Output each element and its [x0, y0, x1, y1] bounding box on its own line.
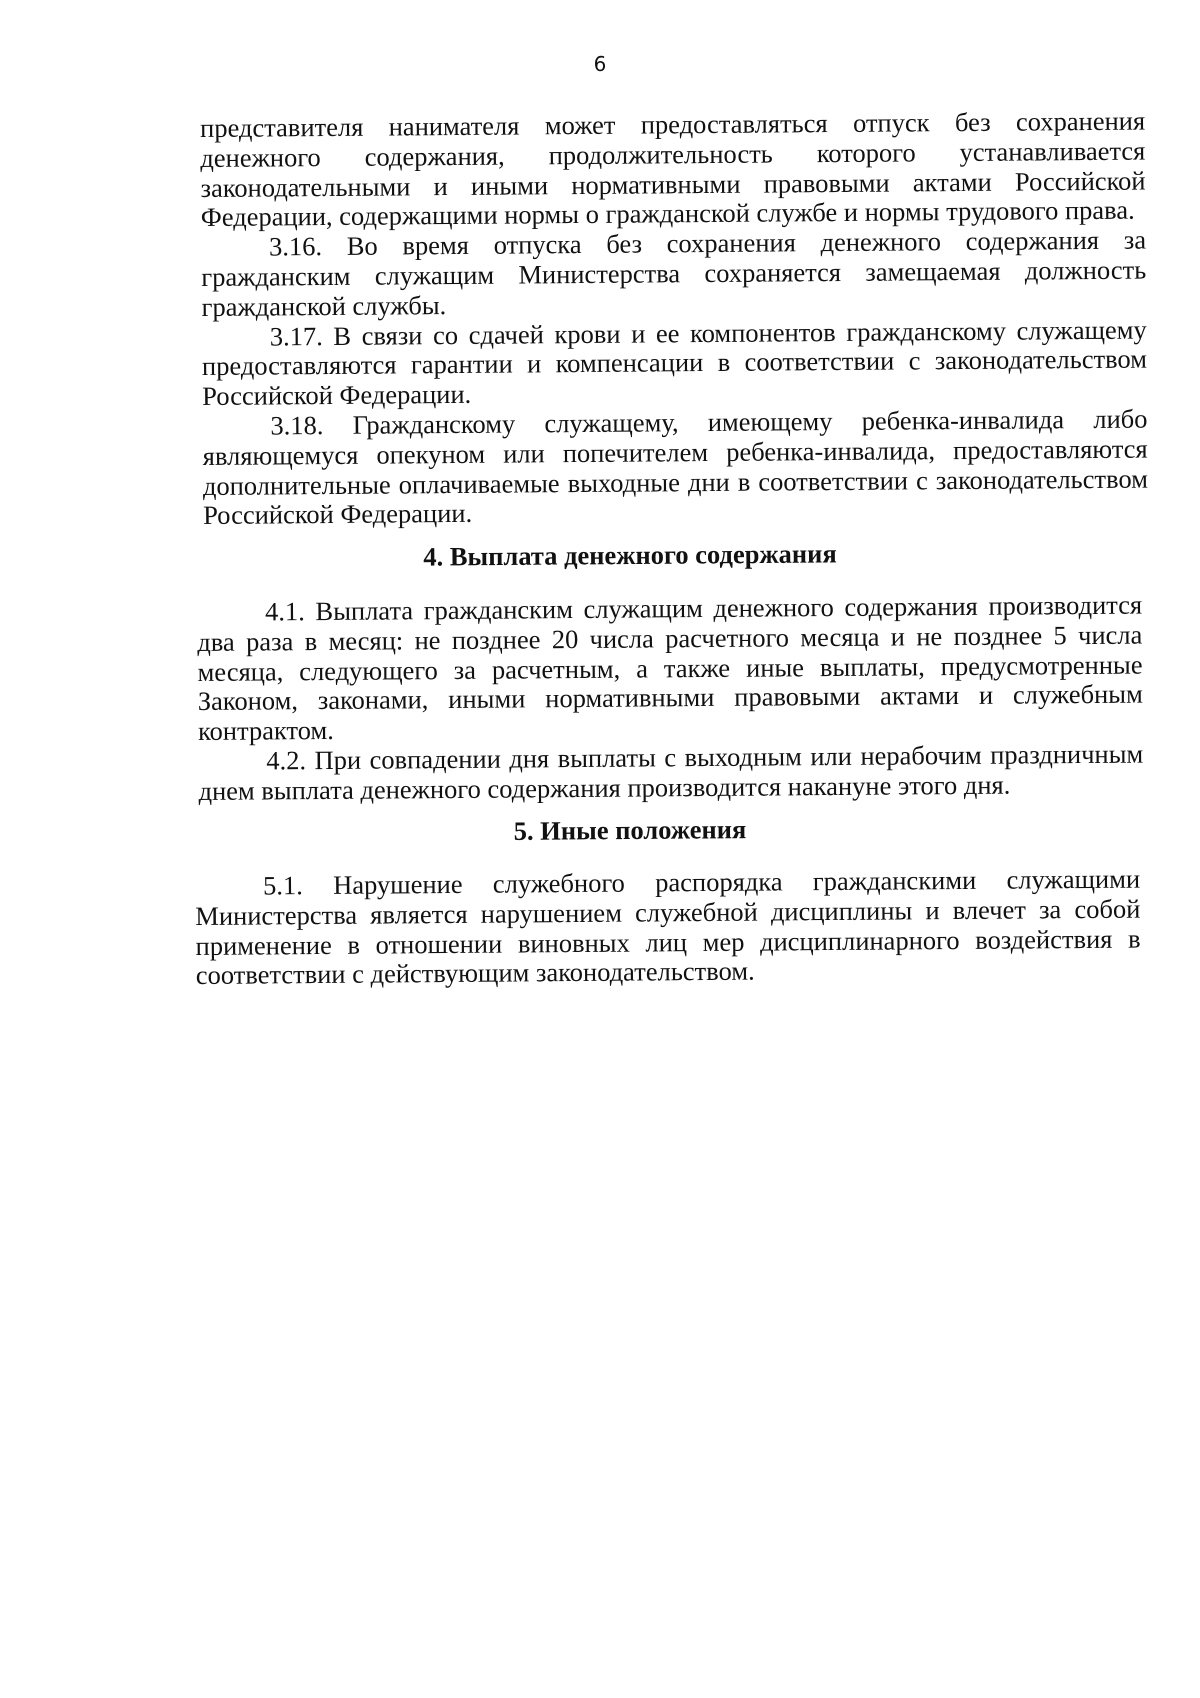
section-5-block — [195, 865, 1141, 992]
section-3-continuation-block — [200, 107, 1148, 532]
paragraph-3-18: 3.18. Гражданскому служащему, имеющему ребенка-инвалида либо являющемуся опекуном или попечителем ребенка-инвалида, предоставляются дополнительные оплачиваемые выходные дни в соответствии с законодательством Российской Федерации. — [202, 403, 1149, 531]
section-4-heading: 4. Выплата денежного содержания — [423, 538, 837, 572]
paragraph-4-1: 4.1. Выплата гражданским служащим денежного содержания производится два раза в месяц: не позднее 20 числа расчетного месяца и не позднее 5 числа месяца, следующего за расчетным, а также иные выплаты, предусмотренные Законом, законами, иными нормативными правовыми актами и служебным контрактом. — [197, 589, 1143, 747]
section-5-heading: 5. Иные положения — [513, 814, 747, 846]
paragraph-3-17: 3.17. В связи со сдачей крови и ее компонентов гражданскому служащему предоставляются гарантии и компенсации в соответствии с законодательством Российской Федерации. — [201, 314, 1148, 412]
section-4-block — [197, 591, 1144, 807]
paragraph-5-1: 5.1. Нарушение служебного распорядка гражданскими служащими Министерства является нарушением служебной дисциплины и влечет за собой применение в отношении виновных лиц мер дисциплинарного воздействия в соответствии с действующим законодательством. — [195, 863, 1141, 991]
paragraph-4-2: 4.2. При совпадении дня выплаты с выходным или нерабочим праздничным днем выплата денежного содержания производится накануне этого дня. — [198, 738, 1144, 806]
paragraph-3-15-continuation: представителя нанимателя может предоставляться отпуск без сохранения денежного содержания, продолжительность которого устанавливается законодательными и иными нормативными правовыми актами Российской Федерации, содержащими нормы о гражданской службе и нормы трудового права. — [199, 105, 1146, 233]
page-number: 6 — [593, 52, 607, 76]
paragraph-3-16: 3.16. Во время отпуска без сохранения денежного содержания за гражданским служащим Министерства сохраняется замещаемая должность гражданской службы. — [201, 224, 1147, 322]
